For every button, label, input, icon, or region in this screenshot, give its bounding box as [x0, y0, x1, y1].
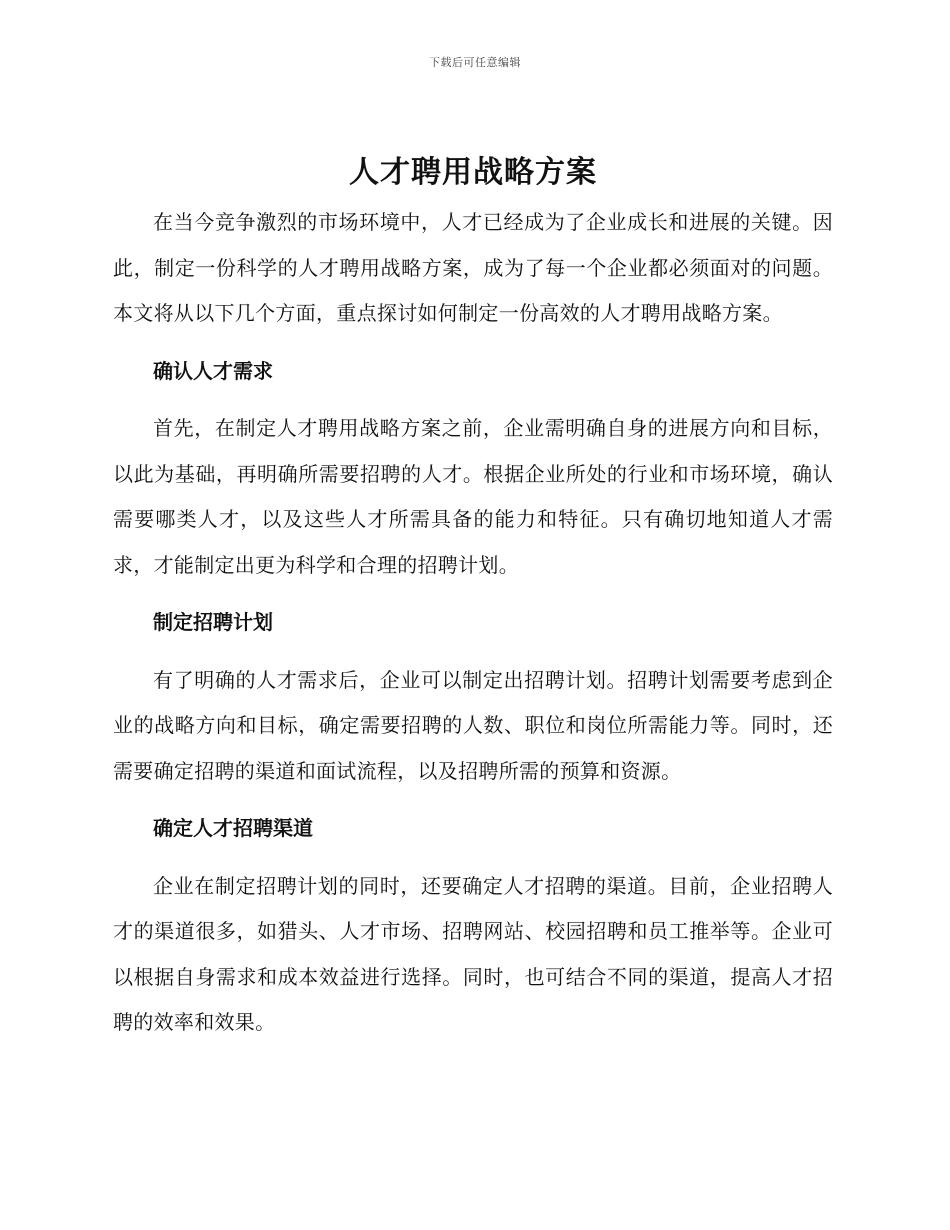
section-paragraph-talent-needs: 首先，在制定人才聘用战略方案之前，企业需明确自身的进展方向和目标，以此为基础，再明确所需要招聘的人才。根据企业所处的行业和市场环境，确认需要哪类人才，以及这些人才所需具备的能力和特征。只有确切地知道人才需求，才能制定出更为科学和合理的招聘计划。: [113, 416, 833, 577]
intro-paragraph: 在当今竞争激烈的市场环境中，人才已经成为了企业成长和进展的关键。因此，制定一份科学的人才聘用战略方案，成为了每一个企业都必须面对的问题。本文将从以下几个方面，重点探讨如何制定一份高效的人才聘用战略方案。: [113, 210, 833, 325]
section-paragraph-recruitment-channels: 企业在制定招聘计划的同时，还要确定人才招聘的渠道。目前，企业招聘人才的渠道很多，如猎头、人才市场、招聘网站、校园招聘和员工推举等。企业可以根据自身需求和成本效益进行选择。同时，也可结合不同的渠道，提高人才招聘的效率和效果。: [113, 873, 833, 1034]
section-heading-recruitment-plan: 制定招聘计划: [153, 610, 273, 634]
page-header-note: 下载后可任意编辑: [429, 56, 521, 69]
section-heading-recruitment-channels: 确定人才招聘渠道: [153, 816, 313, 840]
document-title: 人才聘用战略方案: [349, 155, 597, 190]
section-heading-talent-needs: 确认人才需求: [153, 358, 273, 383]
document-body: [113, 150, 833, 1046]
section-paragraph-recruitment-plan: 有了明确的人才需求后，企业可以制定出招聘计划。招聘计划需要考虑到企业的战略方向和目标，确定需要招聘的人数、职位和岗位所需能力等。同时，还需要确定招聘的渠道和面试流程，以及招聘所需的预算和资源。: [113, 667, 833, 783]
